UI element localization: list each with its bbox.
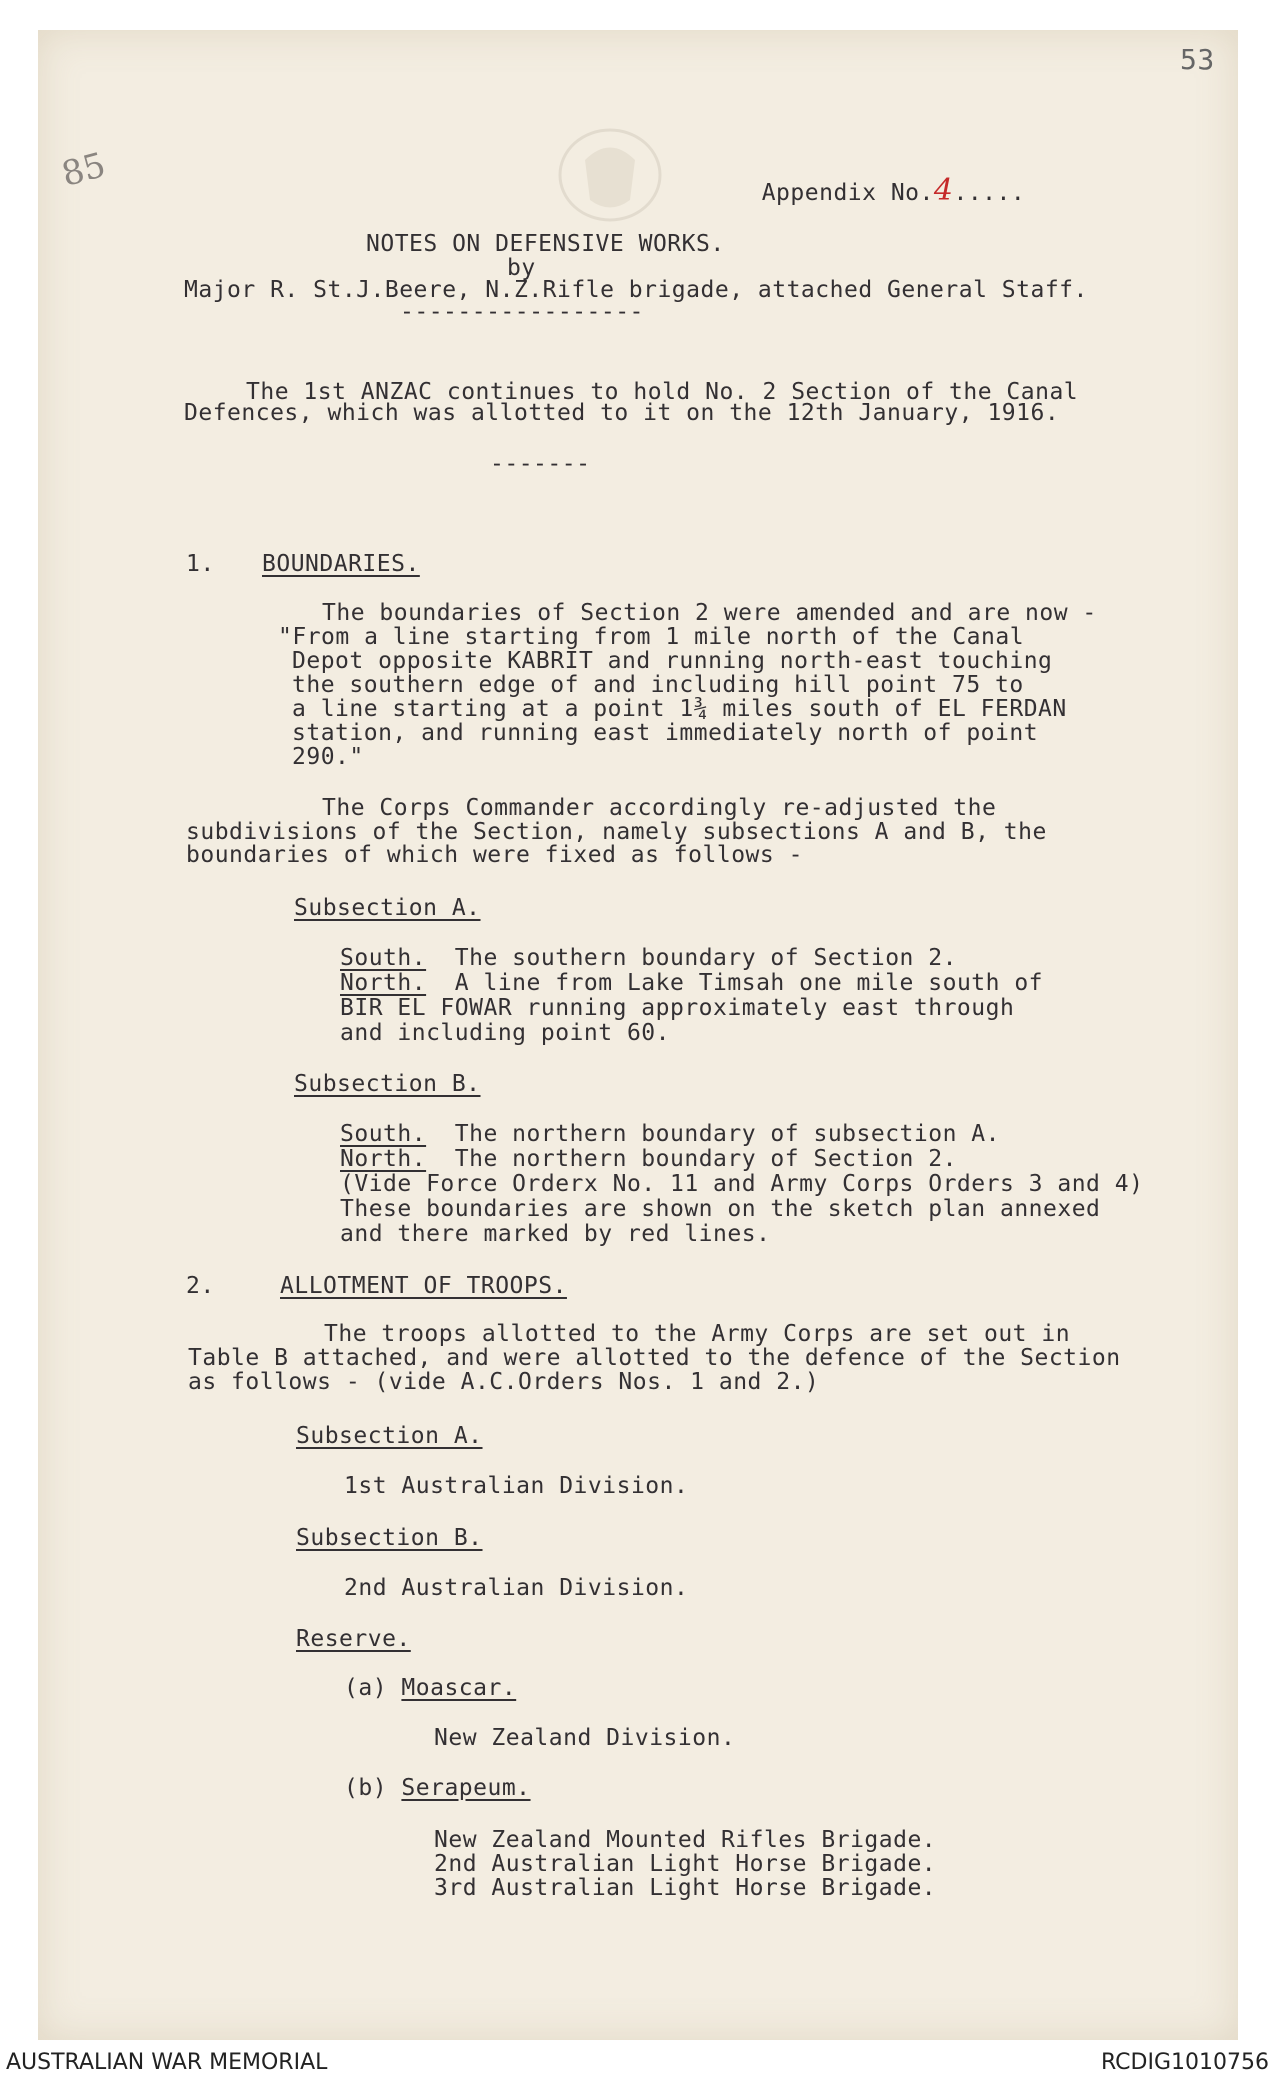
subsection-b-heading: Subsection B. [294,1071,481,1097]
allotment-line-2: Table B attached, and were allotted to the defence of the Section [188,1345,1121,1371]
section-2-heading: ALLOTMENT OF TROOPS. [280,1273,567,1299]
reserve-a-place: Moascar. [401,1675,517,1701]
corps-line-3: boundaries of which were fixed as follows - [186,842,803,868]
appendix-label: Appendix No. [761,180,934,206]
boundaries-line-5: a line starting at a point 1¾ miles south of EL FERDAN [292,696,1067,722]
south-text: The northern boundary of subsection A. [454,1121,1000,1147]
section-1-number: 1. [186,551,215,577]
title-line-3: Major R. St.J.Beere, N.Z.Rifle brigade, attached General Staff. [184,277,1088,303]
subsection-b-south [340,1122,1000,1146]
boundaries-line-4: the southern edge of and including hill point 75 to [292,672,1024,698]
subsection-a-south [340,946,957,970]
boundaries-line-6: station, and running east immediately north of point [292,720,1039,746]
south-label: South. [340,945,427,971]
boundaries-line-3: Depot opposite KABRIT and running north-east touching [292,648,1053,674]
title-underline: ----------------- [400,299,644,325]
subsection-a-heading: Subsection A. [294,895,481,921]
subsection-b-vide: (Vide Force Orderx No. 11 and Army Corps Orders 3 and 4) [340,1171,1144,1197]
subsection-a-north-cont-2: and including point 60. [340,1020,670,1046]
page-number: 53 [1180,43,1215,76]
north-text: A line from Lake Timsah one mile south of [454,970,1044,996]
pencil-annotation: 85 [57,145,110,195]
south-text: The southern boundary of Section 2. [454,945,957,971]
allot-subsection-b-unit: 2nd Australian Division. [344,1575,689,1601]
allotment-line-1: The troops allotted to the Army Corps are set out in [324,1321,1071,1347]
north-label: North. [340,970,427,996]
section-2-number: 2. [186,1273,215,1299]
reserve-b-unit-3: 3rd Australian Light Horse Brigade. [434,1875,937,1901]
footer-institution: AUSTRALIAN WAR MEMORIAL [6,2050,328,2075]
corps-line-2: subdivisions of the Section, namely subsections A and B, the [186,819,1047,845]
allot-subsection-a-heading: Subsection A. [296,1423,483,1449]
reserve-a [344,1676,516,1700]
reserve-b-unit-1: New Zealand Mounted Rifles Brigade. [434,1827,937,1853]
embossed-seal-icon [550,120,670,230]
reserve-b-place: Serapeum. [401,1775,531,1801]
reserve-a-unit: New Zealand Division. [434,1725,736,1751]
footer-record-id: RCDIG1010756 [1100,2050,1269,2075]
subsection-b-note-1: These boundaries are shown on the sketch plan annexed [340,1196,1101,1222]
reserve-a-label: (a) [344,1675,388,1701]
reserve-b [344,1776,531,1800]
section-1-heading: BOUNDARIES. [262,551,420,577]
reserve-b-label: (b) [344,1775,388,1801]
north-text: The northern boundary of Section 2. [454,1146,957,1172]
allot-subsection-b-heading: Subsection B. [296,1525,483,1551]
boundaries-line-2: "From a line starting from 1 mile north of the Canal [278,624,1025,650]
allotment-line-3: as follows - (vide A.C.Orders Nos. 1 and 2.) [188,1369,820,1395]
reserve-heading: Reserve. [296,1626,411,1652]
subsection-a-north [340,971,1043,995]
appendix-number: 4 [933,173,954,208]
allot-subsection-a-unit: 1st Australian Division. [344,1473,689,1499]
footer [0,2042,1275,2082]
subsection-a-north-cont-1: BIR EL FOWAR running approximately east through [340,995,1015,1021]
corps-line-1: The Corps Commander accordingly re-adjusted the [322,795,997,821]
intro-line-2: Defences, which was allotted to it on the 12th January, 1916. [184,400,1060,426]
appendix-line [733,155,1026,208]
subsection-b-note-2: and there marked by red lines. [340,1221,771,1247]
intro-rule: ------- [490,451,591,477]
intro-line-1: The 1st ANZAC continues to hold No. 2 Section of the Canal [246,379,1079,405]
title-line-1: NOTES ON DEFENSIVE WORKS. [366,231,725,257]
appendix-dots: ..... [953,180,1026,206]
title-line-2: by [507,255,536,281]
subsection-b-north [340,1147,957,1171]
north-label: North. [340,1146,427,1172]
boundaries-line-7: 290." [292,744,364,770]
boundaries-line-1: The boundaries of Section 2 were amended and are now - [322,600,1097,626]
reserve-b-unit-2: 2nd Australian Light Horse Brigade. [434,1851,937,1877]
south-label: South. [340,1121,427,1147]
